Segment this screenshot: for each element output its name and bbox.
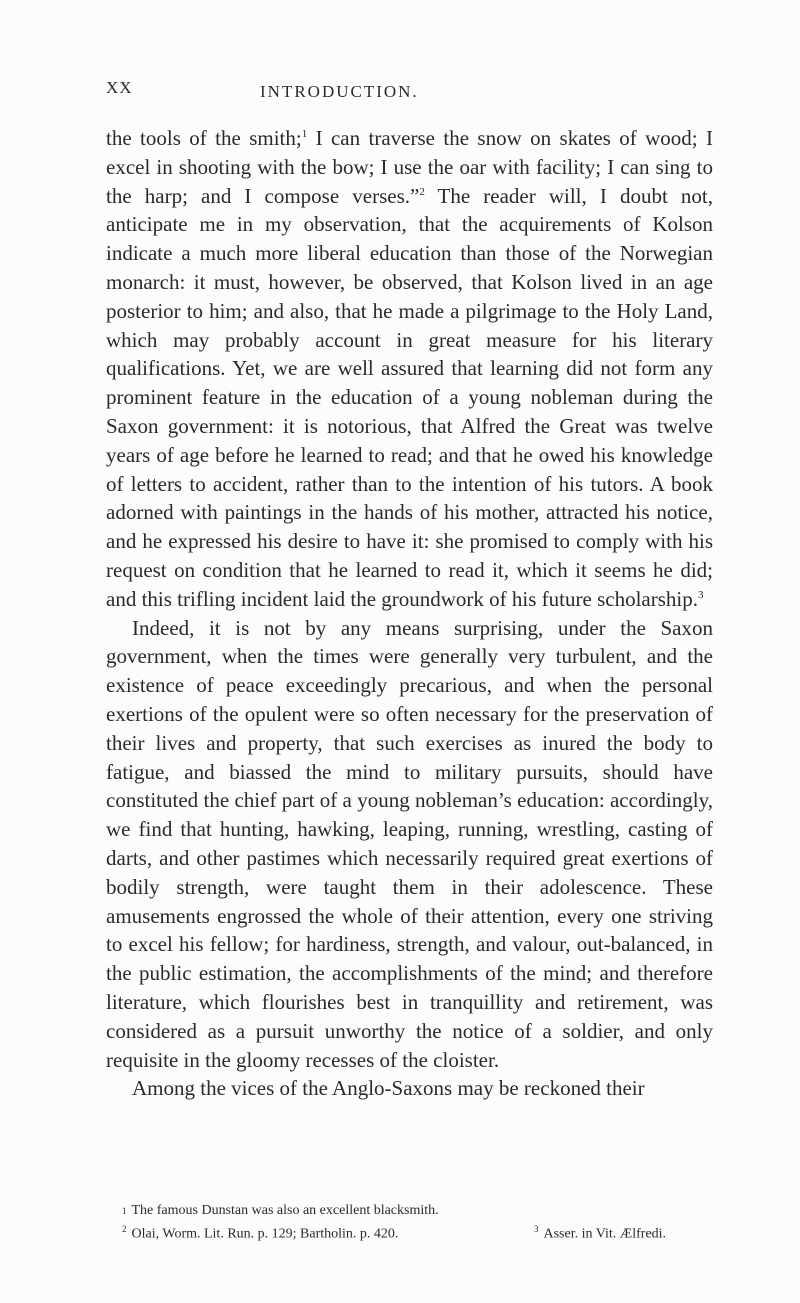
body-text [106,124,713,1103]
footnote-ref-2: 2 [419,185,425,198]
footnotes [122,1202,722,1244]
paragraph-3: Among the vices of the Anglo-Saxons may be reckoned their [132,1076,645,1101]
footnote-text: Asser. in Vit. Ælfredi. [543,1226,667,1242]
footnote-ref-1: 1 [301,128,308,140]
paragraph-2: Indeed, it is not by any means surprising, under the Saxon government, when the times were generally very turbulent, and the existence of peace exceedingly precarious, and when the personal exertions of the opulent were so often necessary for the preservation of their lives and property, that such exercises as inured the body to fatigue, and biassed the mind to military pursuits, should have constituted the chief part of a young nobleman’s education: accordingly, we find that hunting, hawking, leaping, running, wrestling, casting of darts, and other pastimes which necessarily required great exertions of bodily strength, were taught them in their adolescence. These amusements engrossed the whole of their attention, every one striving to excel his fellow; for hardiness, strength, and valour, out-balanced, in the public estimation, the accomplishments of the mind; and therefore literature, which flourishes best in tranquillity and retirement, was considered as a pursuit unworthy the notice of a soldier, and only requisite in the gloomy recesses of the cloister. [106,615,713,1072]
footnote-mark: 2 [122,1224,127,1234]
footnote-ref-3: 3 [697,588,704,601]
footnote-1 [122,1202,722,1220]
paragraph-text: The reader will, I doubt not, anticipate me in my observation, that the acquirements of Kolson indicate a much more liberal education than those of the Norwegian monarch: it must, however, be observed, that Kolson lived in an age posterior to him; and also, that he made a pilgrimage to the Holy Land, which may probably account in great measure for his literary qualifications. Yet, we are well assured that learning did not form any prominent feature in the education of a young nobleman during the Saxon government: it is notorious, that Alfred the Great was twelve years of age before he learned to read; and that he owed his knowledge of letters to accident, rather than to the intention of his tutors. A book adorned with paintings in the hands of his mother, attracted his notice, and he expressed his desire to have it: she promised to comply with his request on condition that he learned to read it, which it seems he did; and this trifling incident laid the groundwork of his future scholarship. [106,183,713,611]
paragraph-text: the tools of the smith; [106,126,302,150]
paragraph-1 [106,124,713,614]
footnote-row [122,1220,722,1244]
footnote-text: Olai, Worm. Lit. Run. p. 129; Bartholin. p. 420. [131,1226,399,1242]
paragraph-text: I can traverse the snow on skates of wood; I excel in shooting with the bow; I use the oar with facility; I can sing to the harp; and I compose verses.” [106,126,714,208]
page-number: XX [106,78,133,97]
running-head: INTRODUCTION. [260,82,419,101]
footnote-mark: 1 [122,1206,127,1216]
footnote-3 [534,1220,666,1244]
footnote-mark: 3 [534,1224,539,1234]
footnote-text: The famous Dunstan was also an excellent blacksmith. [131,1203,439,1218]
footnote-2 [122,1220,512,1244]
page-header [106,78,706,108]
